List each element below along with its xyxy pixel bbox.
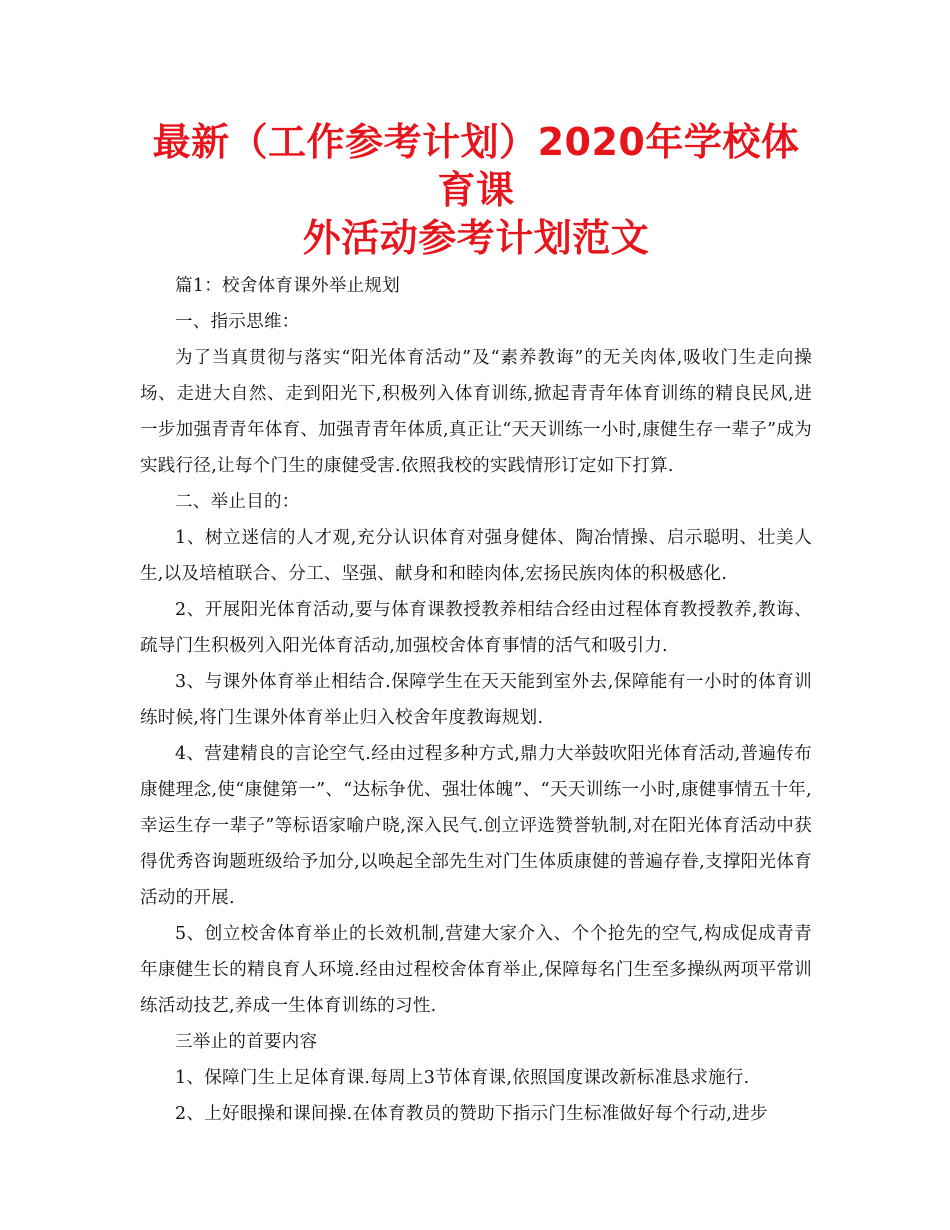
paragraph: 5、创立校舍体育举止的长效机制,营建大家介入、个个抢先的空气,构成促成青青年康健生长的精良育人环境.经由过程校舍体育举止,保障每名门生至多操纵两项平常训练活动技艺,养成一生体育训练的习性. — [140, 924, 812, 1016]
paragraph: 2、开展阳光体育活动,要与体育课教授教养相结合经由过程体育教授教养,教诲、疏导门生积极列入阳光体育活动,加强校舍体育事情的活气和吸引力. — [140, 600, 812, 656]
paragraph: 2、上好眼操和课间操.在体育教员的赞助下指示门生标准做好每个行动,进步 — [175, 1104, 768, 1124]
paragraph: 为了当真贯彻与落实“阳光体育活动”及“素养教诲”的无关肉体,吸收门生走向操场、走进大自然、走到阳光下,积极列入体育训练,掀起青青年体育训练的精良民风,进一步加强青青年体育、加强青青年体质,真正让“天天训练一小时,康健生存一辈子”成为实践行径,让每个门生的康健受害.依照我校的实践情形订定如下打算. — [140, 348, 812, 476]
paragraph: 3、与课外体育举止相结合.保障学生在天天能到室外去,保障能有一小时的体育训练时候,将门生课外体育举止归入校舍年度教诲规划. — [140, 672, 812, 728]
paragraph: 4、营建精良的言论空气.经由过程多种方式,鼎力大举鼓吹阳光体育活动,普遍传布康健理念,使“康健第一”、“达标争优、强壮体魄”、“天天训练一小时,康健事情五十年,幸运生存一辈子”等标语家喻户晓,深入民气.创立评选赞誉轨制,对在阳光体育活动中获得优秀咨询题班级给予加分,以唤起全部先生对门生体质康健的普遍存眷,支撑阳光体育活动的开展. — [140, 744, 812, 908]
section-heading: 篇1：校舍体育课外举止规划 — [175, 276, 401, 296]
document-title — [140, 118, 812, 262]
section-heading: 二、举止目的： — [175, 492, 300, 512]
section-heading: 三举止的首要内容 — [175, 1032, 318, 1052]
paragraph: 1、保障门生上足体育课.每周上3节体育课,依照国度课改新标准恳求施行. — [175, 1068, 750, 1088]
paragraph: 1、树立迷信的人才观,充分认识体育对强身健体、陶冶情操、启示聪明、壮美人生,以及培植联合、分工、坚强、献身和和睦肉体,宏扬民族肉体的积极感化. — [140, 528, 812, 584]
title-line-2: 外活动参考计划范文 — [302, 216, 650, 260]
title-line-1: 最新（工作参考计划）2020年学校体育课 — [152, 120, 800, 212]
document-body — [140, 268, 812, 1132]
section-heading: 一、指示思维： — [175, 312, 300, 332]
